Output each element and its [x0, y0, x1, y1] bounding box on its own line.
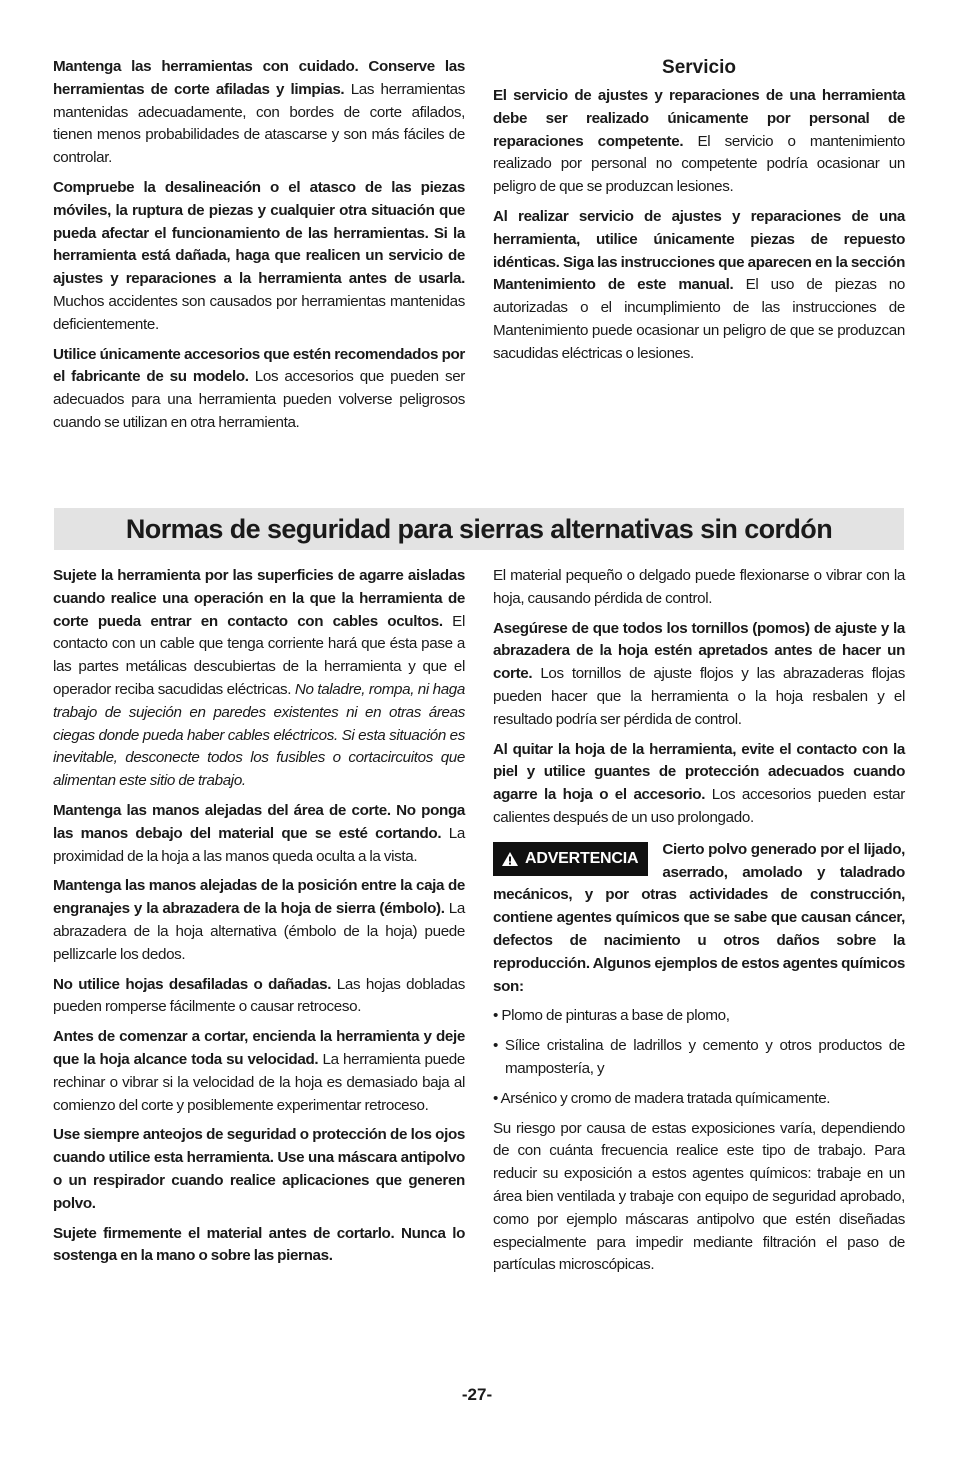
warning-bullet: • Sílice cristalina de ladrillos y cemento y otros productos de mampostería, y	[493, 1037, 905, 1077]
paragraph-lead: Use siempre anteojos de seguridad o protección de los ojos cuando utilice esta herramienta. Use una máscara antipolvo o un respirador cuando realice aplicaciones que generen polvo.	[53, 1126, 465, 1212]
paragraph-service-personnel	[493, 85, 905, 199]
paragraph-safety-glasses	[53, 1124, 465, 1215]
paragraph-lead: El servicio de ajustes y reparaciones de una herramienta debe ser realizado únicamente por personal de reparaciones competente.	[493, 87, 905, 150]
paragraph-insulated-grip	[53, 565, 465, 793]
paragraph-body: La proximidad de la hoja a las manos queda oculta a la vista.	[53, 824, 465, 865]
paragraph-check-alignment	[53, 177, 465, 337]
paragraph-start-speed	[53, 1026, 465, 1117]
paragraph-body: La abrazadera de la hoja alternativa (émbolo de la hoja) puede pellizcarle los dedos.	[53, 900, 465, 963]
warning-text: Cierto polvo generado por el lijado, aserrado, amolado y taladrado mecánicos, y por otras actividades de construcción, contiene agentes químicos que se sabe que causan cáncer, defectos de nacimiento u otros daños sobre la reproducción. Algunos ejemplos de estos agentes químicos son:	[493, 840, 905, 995]
paragraph-body: Las hojas dobladas pueden romperse fácilmente o causar retroceso.	[53, 975, 465, 1016]
paragraph-body: Los accesorios pueden estar calientes después de un uso prolongado.	[493, 786, 905, 826]
paragraph-secure-material	[53, 1223, 465, 1269]
paragraph-lead: Mantenga las manos alejadas de la posición entre la caja de engranajes y la abrazadera de la hoja de sierra (émbolo).	[53, 877, 465, 918]
top-left-column	[53, 56, 465, 442]
paragraph-body: El servicio o mantenimiento realizado por personal no competente podría ocasionar un peligro de que se produzcan lesiones.	[493, 132, 905, 196]
warning-badge-label: ADVERTENCIA	[525, 849, 639, 867]
warning-badge	[493, 842, 648, 876]
paragraph-service-parts	[493, 206, 905, 366]
paragraph-body: Los tornillos de ajuste flojos y las abrazaderas flojas pueden hacer que la herramienta o la hoja resbalen y el resultado podría ser pérdida de control.	[493, 665, 905, 728]
paragraph-body: Muchos accidentes son causados por herramientas mantenidas deficientemente.	[53, 292, 465, 333]
warning-bullet: • Arsénico y cromo de madera tratada químicamente.	[493, 1089, 831, 1107]
paragraph-lead: Antes de comenzar a cortar, encienda la herramienta y deje que la hoja alcance toda su velocidad.	[53, 1028, 465, 1068]
paragraph-dull-blades	[53, 974, 465, 1020]
section-banner	[54, 508, 904, 550]
bottom-right-column	[493, 565, 905, 1284]
section-title: Normas de seguridad para sierras alternativas sin cordón	[125, 514, 833, 544]
service-title: Servicio	[662, 57, 736, 78]
warning-closing: Su riesgo por causa de estas exposiciones varía, dependiendo de con cuánta frecuencia realice este tipo de trabajo. Para reducir su exposición a estos agentes químicos: trabaje en un área bien ventilada y trabaje con equipo de seguridad aprobado, como por ejemplo máscaras antipolvo que estén diseñadas especialmente para impedir mediante filtración el paso de partículas microscópicas.	[493, 1119, 905, 1274]
paragraph-lead: Al quitar la hoja de la herramienta, evite el contacto con la piel y utilice guantes de protección adecuados cuando agarre la hoja o el accesorio.	[493, 740, 905, 804]
paragraph-lead: Asegúrese de que todos los tornillos (pomos) de ajuste y la abrazadera de la hoja estén apretados antes de hacer un corte.	[493, 619, 905, 683]
paragraph-lead: Mantenga las manos alejadas del área de corte. No ponga las manos debajo del material que se esté cortando.	[53, 801, 465, 842]
paragraph-lead: Sujete firmemente el material antes de cortarlo. Nunca lo sostenga en la mano o sobre las piernas.	[53, 1224, 465, 1265]
page-number: -27-	[461, 1385, 493, 1404]
warning-bullet: • Plomo de pinturas a base de plomo,	[493, 1007, 730, 1025]
service-section	[493, 56, 905, 373]
paragraph-lead: Al realizar servicio de ajustes y reparaciones de una herramienta, utilice únicamente piezas de repuesto idénticas. Siga las instrucciones que aparecen en la sección Mantenimiento de este manual.	[493, 207, 905, 294]
warning-triangle-icon	[501, 851, 519, 867]
paragraph-lead: Utilice únicamente accesorios que estén recomendados por el fabricante de su modelo.	[53, 345, 465, 386]
paragraph-body: El contacto con un cable que tenga corriente hará que ésta pase a las partes metálicas descubiertas de la herramienta y que el operador reciba sacudidas eléctricas.	[53, 612, 465, 698]
paragraph-body: Las herramientas mantenidas adecuadamente, con bordes de corte afilados, tienen menos probabilidades de atascarse y son más fáciles de controlar.	[53, 80, 465, 167]
paragraph-lead: Compruebe la desalineación o el atasco de las piezas móviles, la ruptura de piezas y cualquier otra situación que pueda afectar el funcionamiento de las herramientas. Si la herramienta está dañada, haga que realicen un servicio de ajustes y reparaciones a la herramienta antes de usarla.	[53, 178, 465, 288]
paragraph-adjustment-screws	[493, 618, 905, 732]
paragraph-hands-cutting-area	[53, 800, 465, 868]
bottom-left-column	[53, 565, 465, 1275]
paragraph-thin-material	[493, 565, 905, 611]
paragraph-body: La herramienta puede rechinar o vibrar si la velocidad de la hoja es demasiado baja al comienzo del corte y posiblemente experimentar retroceso.	[53, 1050, 465, 1114]
paragraph-body: El material pequeño o delgado puede flexionarse o vibrar con la hoja, causando pérdida de control.	[493, 567, 905, 607]
paragraph-lead: Sujete la herramienta por las superficies de agarre aisladas cuando realice una operación en la que la herramienta de corte pueda entrar en contacto con cables ocultos.	[53, 567, 465, 630]
paragraph-body: El uso de piezas no autorizadas o el incumplimiento de las instrucciones de Mantenimiento puede ocasionar un peligro de que se produzcan sacudidas eléctricas o lesiones.	[493, 276, 905, 362]
paragraph-hands-gear-case	[53, 875, 465, 966]
paragraph-body: Los accesorios que pueden ser adecuados para una herramienta pueden volverse peligrosos cuando se utilizan en otra herramienta.	[53, 368, 465, 431]
paragraph-italic: No taladre, rompa, ni haga trabajo de sujeción en paredes existentes ni en otras áreas ciegas donde pueda haber cables eléctricos. Si esta situación es inevitable, desconecte todos los fusibles o cortacircuitos que alimentan este sitio de trabajo.	[53, 680, 465, 790]
paragraph-removing-blade	[493, 739, 905, 830]
paragraph-accessories	[53, 344, 465, 435]
paragraph-maintain-tools	[53, 56, 465, 170]
warning-paragraph	[493, 839, 905, 999]
paragraph-lead: No utilice hojas desafiladas o dañadas.	[53, 975, 332, 993]
warning-block	[493, 839, 905, 1277]
paragraph-lead: Mantenga las herramientas con cuidado. Conserve las herramientas de corte afiladas y limpias.	[53, 58, 465, 98]
